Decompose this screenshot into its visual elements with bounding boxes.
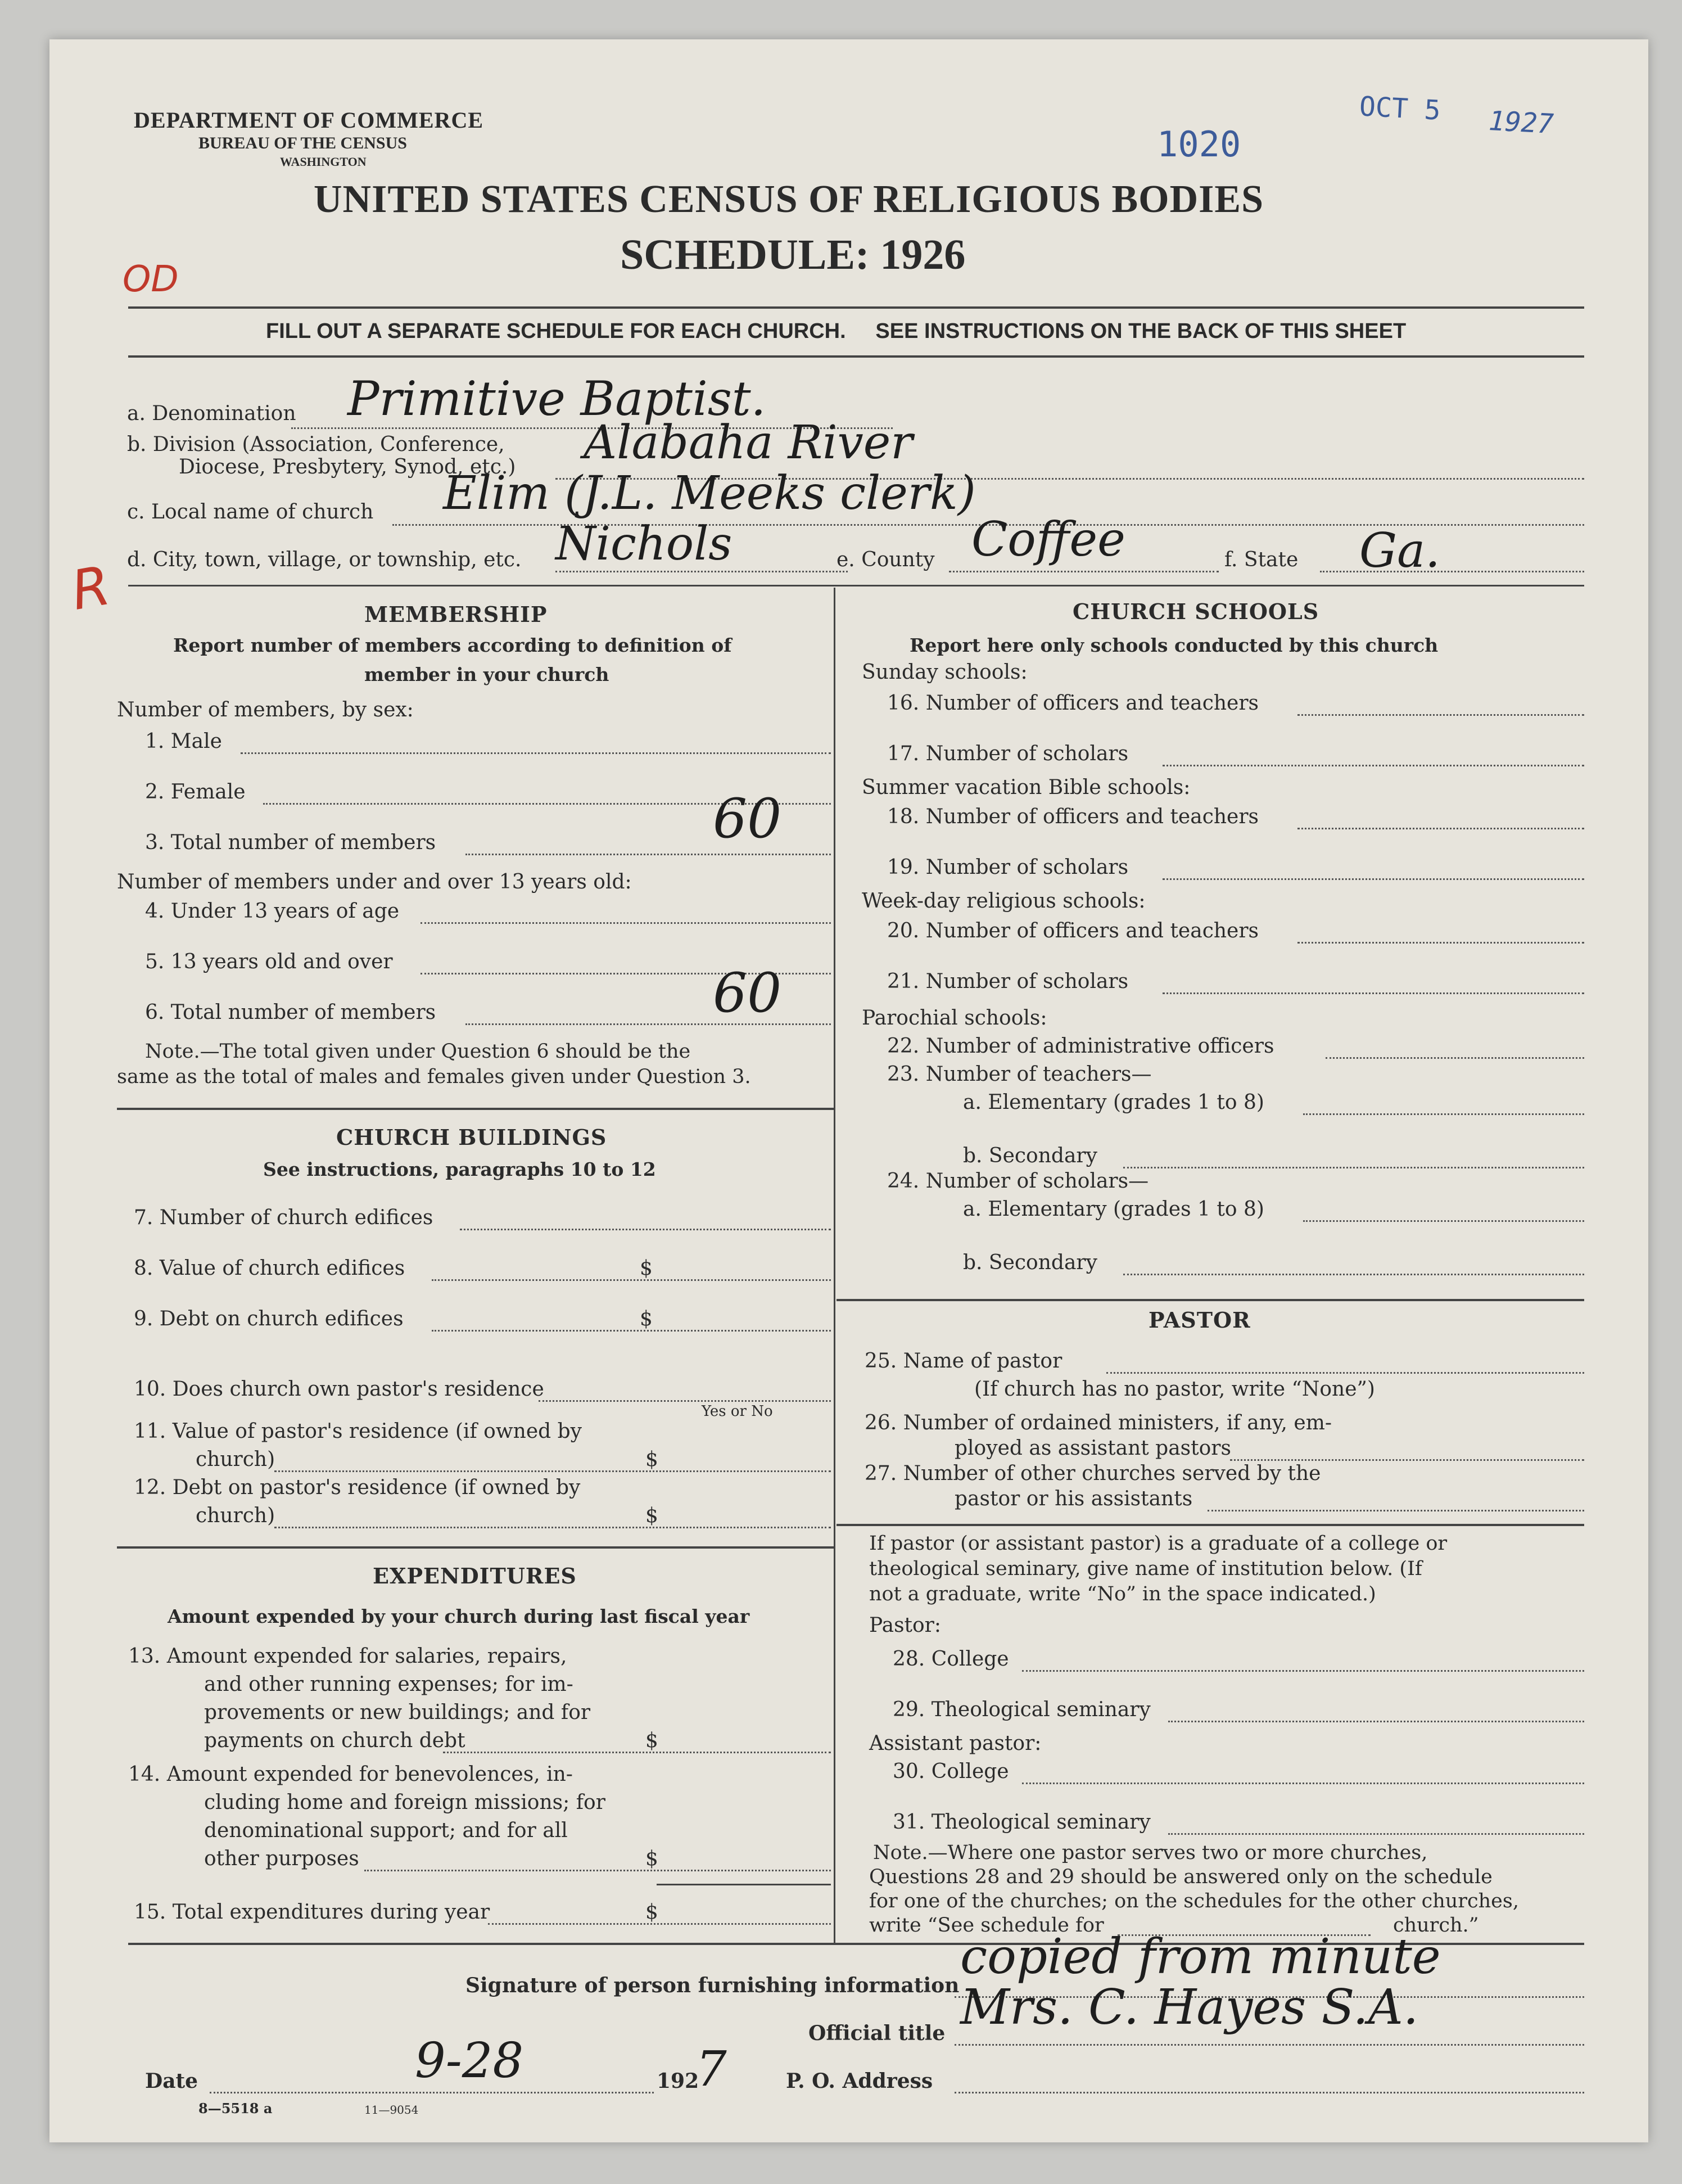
q13-label-1: 13. Amount expended for salaries, repairs, — [128, 1645, 567, 1668]
q18-label: 18. Number of officers and teachers — [887, 805, 1259, 828]
membership-heading: MEMBERSHIP — [364, 602, 548, 627]
q18-line — [1297, 828, 1584, 829]
buildings-sub: See instructions, paragraphs 10 to 12 — [263, 1158, 656, 1180]
bureau-city: WASHINGTON — [280, 155, 367, 169]
form-title: UNITED STATES CENSUS OF RELIGIOUS BODIES — [314, 178, 1264, 221]
members-by-age-label: Number of members under and over 13 years old: — [117, 870, 632, 894]
q23a-label: a. Elementary (grades 1 to 8) — [963, 1091, 1264, 1114]
official-title-value[interactable]: Mrs. C. Hayes S.A. — [960, 1979, 1419, 2036]
q20-label: 20. Number of officers and teachers — [887, 919, 1259, 942]
state-value[interactable]: Ga. — [1359, 523, 1440, 578]
yes-no-hint: Yes or No — [702, 1403, 773, 1420]
q2-female-label: 2. Female — [145, 780, 246, 804]
po-address-line — [955, 2092, 1584, 2093]
q23-label: 23. Number of teachers— — [887, 1063, 1152, 1086]
q15-dollar: $ — [645, 1901, 658, 1924]
q26-label-2: ployed as assistant pastors — [955, 1437, 1231, 1460]
q6-total-label: 6. Total number of members — [145, 1001, 436, 1024]
city-line — [555, 571, 848, 572]
q14-label-3: denominational support; and for all — [204, 1819, 568, 1842]
q11-label-1: 11. Value of pastor's residence (if owned by — [134, 1420, 582, 1443]
q13-label-4: payments on church debt — [204, 1729, 465, 1752]
q8-line — [432, 1279, 831, 1281]
pastor-note-2: Questions 28 and 29 should be answered only on the schedule — [869, 1866, 1493, 1888]
vacation-schools-label: Summer vacation Bible schools: — [862, 776, 1191, 799]
q17-line — [1163, 765, 1584, 766]
q23a-line — [1303, 1113, 1584, 1115]
q3-total-line — [465, 854, 831, 855]
graduate-note-2: theological seminary, give name of institution below. (If — [869, 1558, 1422, 1580]
q31-line — [1168, 1833, 1584, 1835]
header-rule-top — [128, 306, 1584, 309]
q24b-label: b. Secondary — [963, 1251, 1097, 1274]
q24b-line — [1123, 1274, 1584, 1275]
q9-dollar: $ — [640, 1307, 653, 1330]
membership-note-2: same as the total of males and females given under Question 3. — [117, 1066, 751, 1088]
census-schedule-sheet — [49, 39, 1648, 2142]
q10-line — [539, 1400, 831, 1402]
q12-dollar: $ — [645, 1504, 658, 1527]
q9-line — [432, 1330, 831, 1332]
membership-note-1: Note.—The total given under Question 6 should be the — [145, 1040, 691, 1063]
year-suffix-value[interactable]: 7 — [696, 2041, 727, 2097]
identification-rule — [128, 585, 1584, 586]
q13-label-3: provements or new buildings; and for — [204, 1701, 591, 1724]
q28-label: 28. College — [893, 1648, 1009, 1671]
graduate-note-3: not a graduate, write “No” in the space indicated.) — [869, 1583, 1376, 1605]
year-prefix: 192 — [657, 2069, 699, 2093]
q7-label: 7. Number of church edifices — [134, 1206, 433, 1229]
q11-line — [274, 1470, 831, 1472]
bureau-name: BUREAU OF THE CENSUS — [198, 134, 407, 152]
county-line — [949, 571, 1219, 572]
q26-line — [1230, 1459, 1584, 1461]
q27-label-2: pastor or his assistants — [955, 1487, 1193, 1510]
q22-label: 22. Number of administrative officers — [887, 1035, 1274, 1058]
q12-label-2: church) — [196, 1504, 275, 1527]
sunday-schools-label: Sunday schools: — [862, 661, 1028, 684]
q16-label: 16. Number of officers and teachers — [887, 692, 1259, 715]
membership-rule — [117, 1108, 834, 1110]
expenditures-heading: EXPENDITURES — [373, 1563, 577, 1589]
local-name-value[interactable]: Elim (J.L. Meeks clerk) — [443, 467, 976, 520]
schools-sub: Report here only schools conducted by this church — [910, 634, 1439, 656]
q16-line — [1297, 714, 1584, 716]
date-value[interactable]: 9-28 — [415, 2033, 524, 2089]
q29-label: 29. Theological seminary — [893, 1698, 1151, 1721]
pastor-note-4: write “See schedule for — [869, 1914, 1104, 1937]
city-value[interactable]: Nichols — [555, 517, 733, 571]
q14-line — [364, 1870, 831, 1871]
q29-line — [1168, 1721, 1584, 1722]
q12-line — [274, 1527, 831, 1528]
division-label-2: Diocese, Presbytery, Synod, etc.) — [179, 455, 516, 479]
q30-label: 30. College — [893, 1760, 1009, 1783]
q14-label-4: other purposes — [204, 1847, 359, 1870]
q31-label: 31. Theological seminary — [893, 1811, 1151, 1834]
division-value[interactable]: Alabaha River — [584, 416, 913, 470]
q26-label-1: 26. Number of ordained ministers, if any, em- — [865, 1411, 1332, 1434]
q1-male-label: 1. Male — [145, 730, 222, 753]
q15-line — [488, 1923, 831, 1925]
q8-label: 8. Value of church edifices — [134, 1257, 405, 1280]
received-year-stamp: 1927 — [1487, 105, 1554, 140]
date-label: Date — [145, 2069, 198, 2093]
q21-line — [1163, 992, 1584, 994]
schools-heading: CHURCH SCHOOLS — [1073, 599, 1319, 624]
denomination-value[interactable]: Primitive Baptist. — [347, 371, 766, 426]
q21-label: 21. Number of scholars — [887, 970, 1129, 993]
q6-total-value[interactable]: 60 — [713, 962, 782, 1025]
q22-line — [1326, 1057, 1584, 1059]
print-number: 11—9054 — [364, 2103, 419, 2117]
q27-label-1: 27. Number of other churches served by the — [865, 1462, 1321, 1485]
q3-total-label: 3. Total number of members — [145, 831, 436, 854]
q8-dollar: $ — [640, 1257, 653, 1280]
q25-label: 25. Name of pastor — [865, 1350, 1062, 1373]
q13-label-2: and other running expenses; for im- — [204, 1673, 573, 1696]
header-rule-bottom — [128, 355, 1584, 358]
form-number: 8—5518 a — [198, 2100, 273, 2117]
q25-line — [1106, 1372, 1584, 1374]
schedule-year: SCHEDULE: 1926 — [620, 231, 966, 278]
q10-label: 10. Does church own pastor's residence — [134, 1378, 544, 1401]
official-title-line — [955, 2044, 1584, 2046]
q1-male-line — [241, 752, 831, 754]
q14-dollar: $ — [645, 1847, 658, 1870]
pastor-note-1: Note.—Where one pastor serves two or more churches, — [873, 1842, 1428, 1864]
q23b-label: b. Secondary — [963, 1144, 1097, 1167]
po-address-label: P. O. Address — [786, 2069, 933, 2093]
q12-label-1: 12. Debt on pastor's residence (if owned by — [134, 1476, 581, 1499]
q27-line — [1208, 1510, 1584, 1511]
q7-line — [460, 1229, 831, 1230]
q24a-label: a. Elementary (grades 1 to 8) — [963, 1198, 1264, 1221]
q28-line — [1022, 1670, 1584, 1672]
signature-label: Signature of person furnishing information — [465, 1974, 960, 1997]
q30-line — [1022, 1783, 1584, 1784]
q15-sum-rule — [657, 1884, 831, 1885]
q9-label: 9. Debt on church edifices — [134, 1307, 404, 1330]
q11-label-2: church) — [196, 1448, 275, 1471]
q15-label: 15. Total expenditures during year — [134, 1901, 490, 1924]
date-line — [210, 2092, 654, 2093]
column-divider — [834, 588, 835, 1943]
buildings-heading: CHURCH BUILDINGS — [336, 1125, 607, 1150]
file-number-stamp: 1020 — [1157, 124, 1241, 165]
pastor-subheading: Pastor: — [869, 1614, 942, 1637]
received-date-stamp: OCT 5 — [1358, 91, 1441, 127]
pastor-heading: PASTOR — [1149, 1307, 1251, 1333]
q19-line — [1163, 878, 1584, 880]
pastor-note-3: for one of the churches; on the schedules for the other churches, — [869, 1890, 1519, 1912]
official-title-label: Official title — [808, 2021, 946, 2045]
q4-under13-label: 4. Under 13 years of age — [145, 900, 400, 923]
expenditures-sub: Amount expended by your church during last fiscal year — [168, 1605, 750, 1627]
q23b-line — [1123, 1167, 1584, 1168]
state-label: f. State — [1224, 548, 1299, 571]
pastor-note-5: church.” — [1393, 1914, 1479, 1937]
signature-value[interactable]: copied from minute — [960, 1929, 1441, 1985]
assistant-pastor-subheading: Assistant pastor: — [869, 1732, 1042, 1755]
q14-label-2: cluding home and foreign missions; for — [204, 1791, 605, 1814]
buildings-rule — [117, 1546, 834, 1549]
county-value[interactable]: Coffee — [971, 512, 1125, 567]
schools-rule — [837, 1299, 1584, 1301]
denomination-label: a. Denomination — [127, 402, 296, 425]
q20-line — [1297, 942, 1584, 944]
membership-sub-1: Report number of members according to definition of — [173, 634, 732, 656]
department-name: DEPARTMENT OF COMMERCE — [134, 107, 484, 133]
q25-note: (If church has no pastor, write “None”) — [974, 1378, 1375, 1401]
q19-label: 19. Number of scholars — [887, 856, 1129, 879]
r-mark: R — [66, 554, 115, 622]
graduate-note-1: If pastor (or assistant pastor) is a graduate of a college or — [869, 1532, 1448, 1555]
q5-over13-label: 5. 13 years old and over — [145, 950, 393, 973]
weekday-schools-label: Week-day religious schools: — [862, 890, 1146, 913]
q24-label: 24. Number of scholars— — [887, 1170, 1149, 1193]
q4-under13-line — [420, 922, 831, 924]
instruction-banner: FILL OUT A SEPARATE SCHEDULE FOR EACH CHURCH. SEE INSTRUCTIONS ON THE BACK OF THIS SHEET — [266, 319, 1407, 343]
members-by-sex-label: Number of members, by sex: — [117, 698, 414, 721]
county-label: e. County — [837, 548, 935, 571]
q3-total-value[interactable]: 60 — [713, 787, 782, 850]
q13-line — [443, 1752, 831, 1753]
od-mark: OD — [123, 259, 179, 300]
parochial-schools-label: Parochial schools: — [862, 1007, 1047, 1030]
local-name-label: c. Local name of church — [127, 500, 374, 524]
q11-dollar: $ — [645, 1448, 658, 1471]
q13-dollar: $ — [645, 1729, 658, 1752]
pastor-rule — [837, 1524, 1584, 1526]
membership-sub-2: member in your church — [364, 664, 609, 685]
q14-label-1: 14. Amount expended for benevolences, in- — [128, 1763, 573, 1786]
q17-label: 17. Number of scholars — [887, 742, 1129, 765]
q24a-line — [1303, 1220, 1584, 1222]
division-label-1: b. Division (Association, Conference, — [127, 433, 505, 456]
city-label: d. City, town, village, or township, etc. — [127, 548, 522, 571]
